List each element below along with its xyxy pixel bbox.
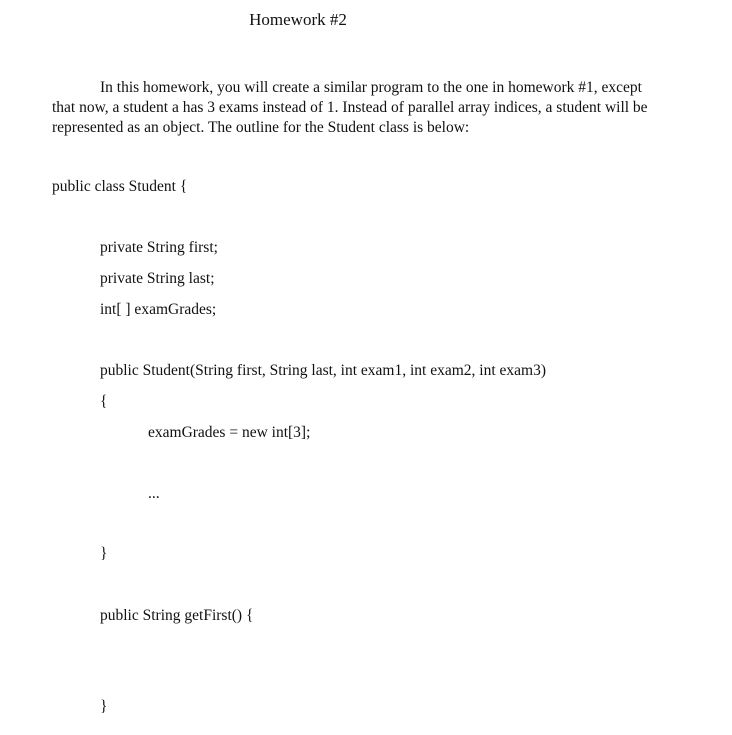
intro-line-3: represented as an object. The outline for the Student class is below: [52,119,470,136]
field-last: private String last; [100,270,215,287]
intro-line-2: that now, a student a has 3 exams instead of 1. Instead of parallel array indices, a student will be [52,99,648,116]
class-declaration: public class Student { [52,178,188,195]
constructor-ellipsis: ... [148,485,160,502]
document-title: Homework #2 [249,10,347,29]
constructor-open-brace: { [100,393,108,410]
getter-close-brace: } [100,698,108,715]
getter-declaration: public String getFirst() { [100,607,254,624]
constructor-declaration: public Student(String first, String last, int exam1, int exam2, int exam3) [100,362,546,379]
intro-line-1: In this homework, you will create a similar program to the one in homework #1, except [100,79,642,96]
intro-paragraph [52,78,682,138]
constructor-body-line: examGrades = new int[3]; [148,424,311,441]
field-exam-grades: int[ ] examGrades; [100,301,217,318]
constructor-close-brace: } [100,545,108,562]
field-first: private String first; [100,239,218,256]
